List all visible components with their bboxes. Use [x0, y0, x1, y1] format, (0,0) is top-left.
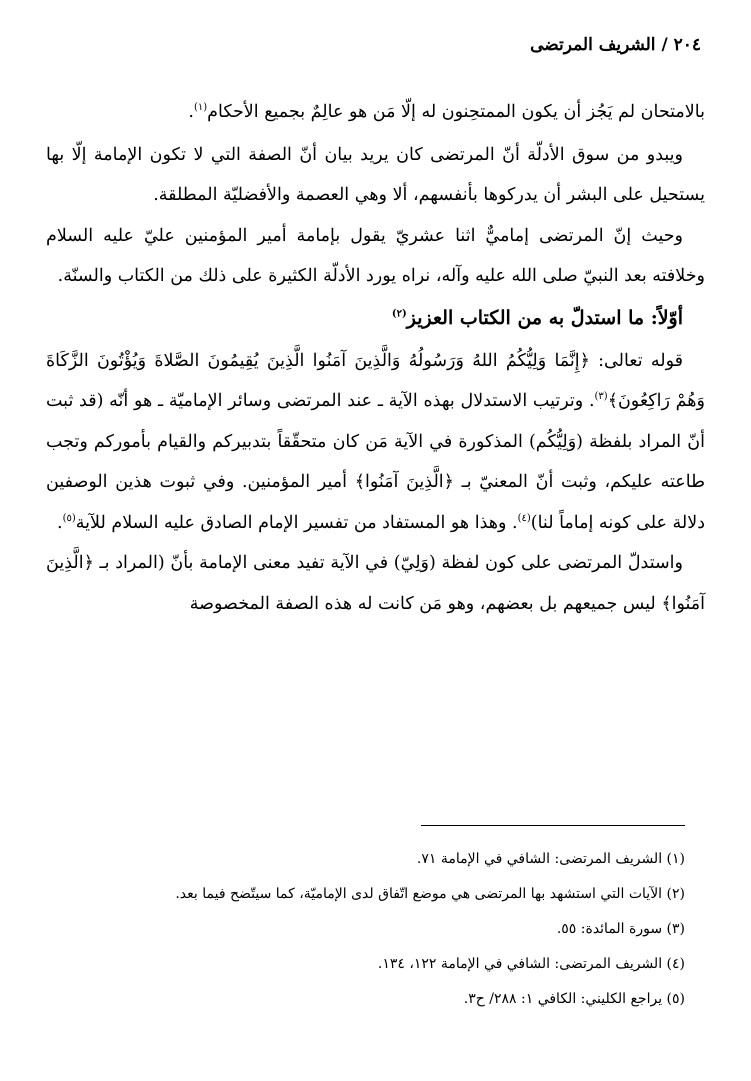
paragraph-4-text-c: . وهذا هو المستفاد من تفسير الإمام الصادق عليه السلام للآية	[75, 512, 518, 533]
paragraph-3: وحيث إنّ المرتضى إماميٌّ اثنا عشريّ يقول بإمامة أمير المؤمنين عليّ عليه السلام وخلافته بعد النبيّ صلى الله عليه وآله، نراه يورد الأدلّة الكثيرة على ذلك من الكتاب والسنّة.	[46, 225, 705, 286]
footnote-2: (٢) الآيات التي استشهد بها المرتضى هي موضع اتّفاق لدى الإماميّة، كما سيتّضح فيما بعد.	[175, 886, 685, 902]
footnote-ref-2: (٢)	[391, 308, 407, 320]
footnote-ref-1: (١)	[193, 102, 208, 114]
footnote-1: (١) الشريف المرتضى: الشافي في الإمامة ٧١.	[416, 851, 685, 867]
footnote-3: (٣) سورة المائدة: ٥٥.	[556, 921, 685, 937]
page-header	[50, 33, 701, 57]
quran-verse: قوله تعالى: ﴿إِنَّمَا وَلِيُّكُمُ اللهُ وَرَسُولُهُ وَالَّذِينَ آمَنُوا الَّذِينَ يُقِيمُونَ الصَّلاةَ وَيُؤْتُونَ الزَّكَاةَ وَهُمْ رَاكِعُونَ﴾	[46, 350, 705, 411]
footnote-ref-3: (٣)	[594, 391, 608, 403]
paragraph-4-end: .	[57, 512, 63, 533]
paragraph-1-text: بالامتحان لم يَجُز أن يكون الممتحِنون له إلّا مَن هو عالِمٌ بجميع الأحكام	[207, 102, 705, 122]
paragraph-4	[46, 341, 705, 544]
header-separator: /	[661, 35, 668, 55]
footnote-4: (٤) الشريف المرتضى: الشافي في الإمامة ١٢٢، ١٣٤.	[377, 956, 685, 972]
paragraph-1	[46, 92, 705, 133]
paragraph-4-text-b: . وترتيب الاستدلال بهذه الآية ـ عند المرتضى وسائر الإماميّة ـ هو أنّه (قد ثبت أنّ المراد بلفظة (وَلِيُّكُم) المذكورة في الآية مَن كان متحقّقاً بتدبيركم والقيام بأموركم وتجب طاعته عليكم، وثبت أنّ المعنيّ بـ ﴿الَّذِينَ آمَنُوا﴾ أمير المؤمنين. وفي ثبوت هذين الوصفين دلالة على كونه إماماً لنا)	[46, 391, 705, 533]
footnotes	[40, 842, 685, 1017]
paragraph-1-end: .	[188, 102, 194, 122]
footnote-5: (٥) يراجع الكليني: الكافي ١: ٢٨٨/ ح٣.	[463, 991, 685, 1007]
paragraph-2: ويبدو من سوق الأدلّة أنّ المرتضى كان يريد بيان أنّ الصفة التي لا تكون الإمامة إلّا بها يستحيل على البشر أن يدركوها بأنفسهم، ألا وهي العصمة والأفضليّة المطلقة.	[46, 144, 705, 205]
main-text	[46, 92, 705, 624]
footnote-ref-5: (٥)	[62, 512, 76, 524]
section-heading	[46, 299, 705, 337]
page-number: ٢٠٤	[673, 35, 701, 55]
paragraph-5: واستدلّ المرتضى على كون لفظة (وَلِيّ) في الآية تفيد معنى الإمامة بأنّ (المراد بـ ﴿الَّذِينَ آمَنُوا﴾ ليس جميعهم بل بعضهم، وهو مَن كانت له هذه الصفة المخصوصة	[46, 553, 705, 614]
footnote-ref-4: (٤)	[517, 512, 531, 524]
section-heading-text: أوّلاً: ما استدلّ به من الكتاب العزيز	[406, 306, 683, 329]
footnote-divider	[421, 825, 685, 826]
running-title: الشريف المرتضى	[530, 35, 656, 55]
